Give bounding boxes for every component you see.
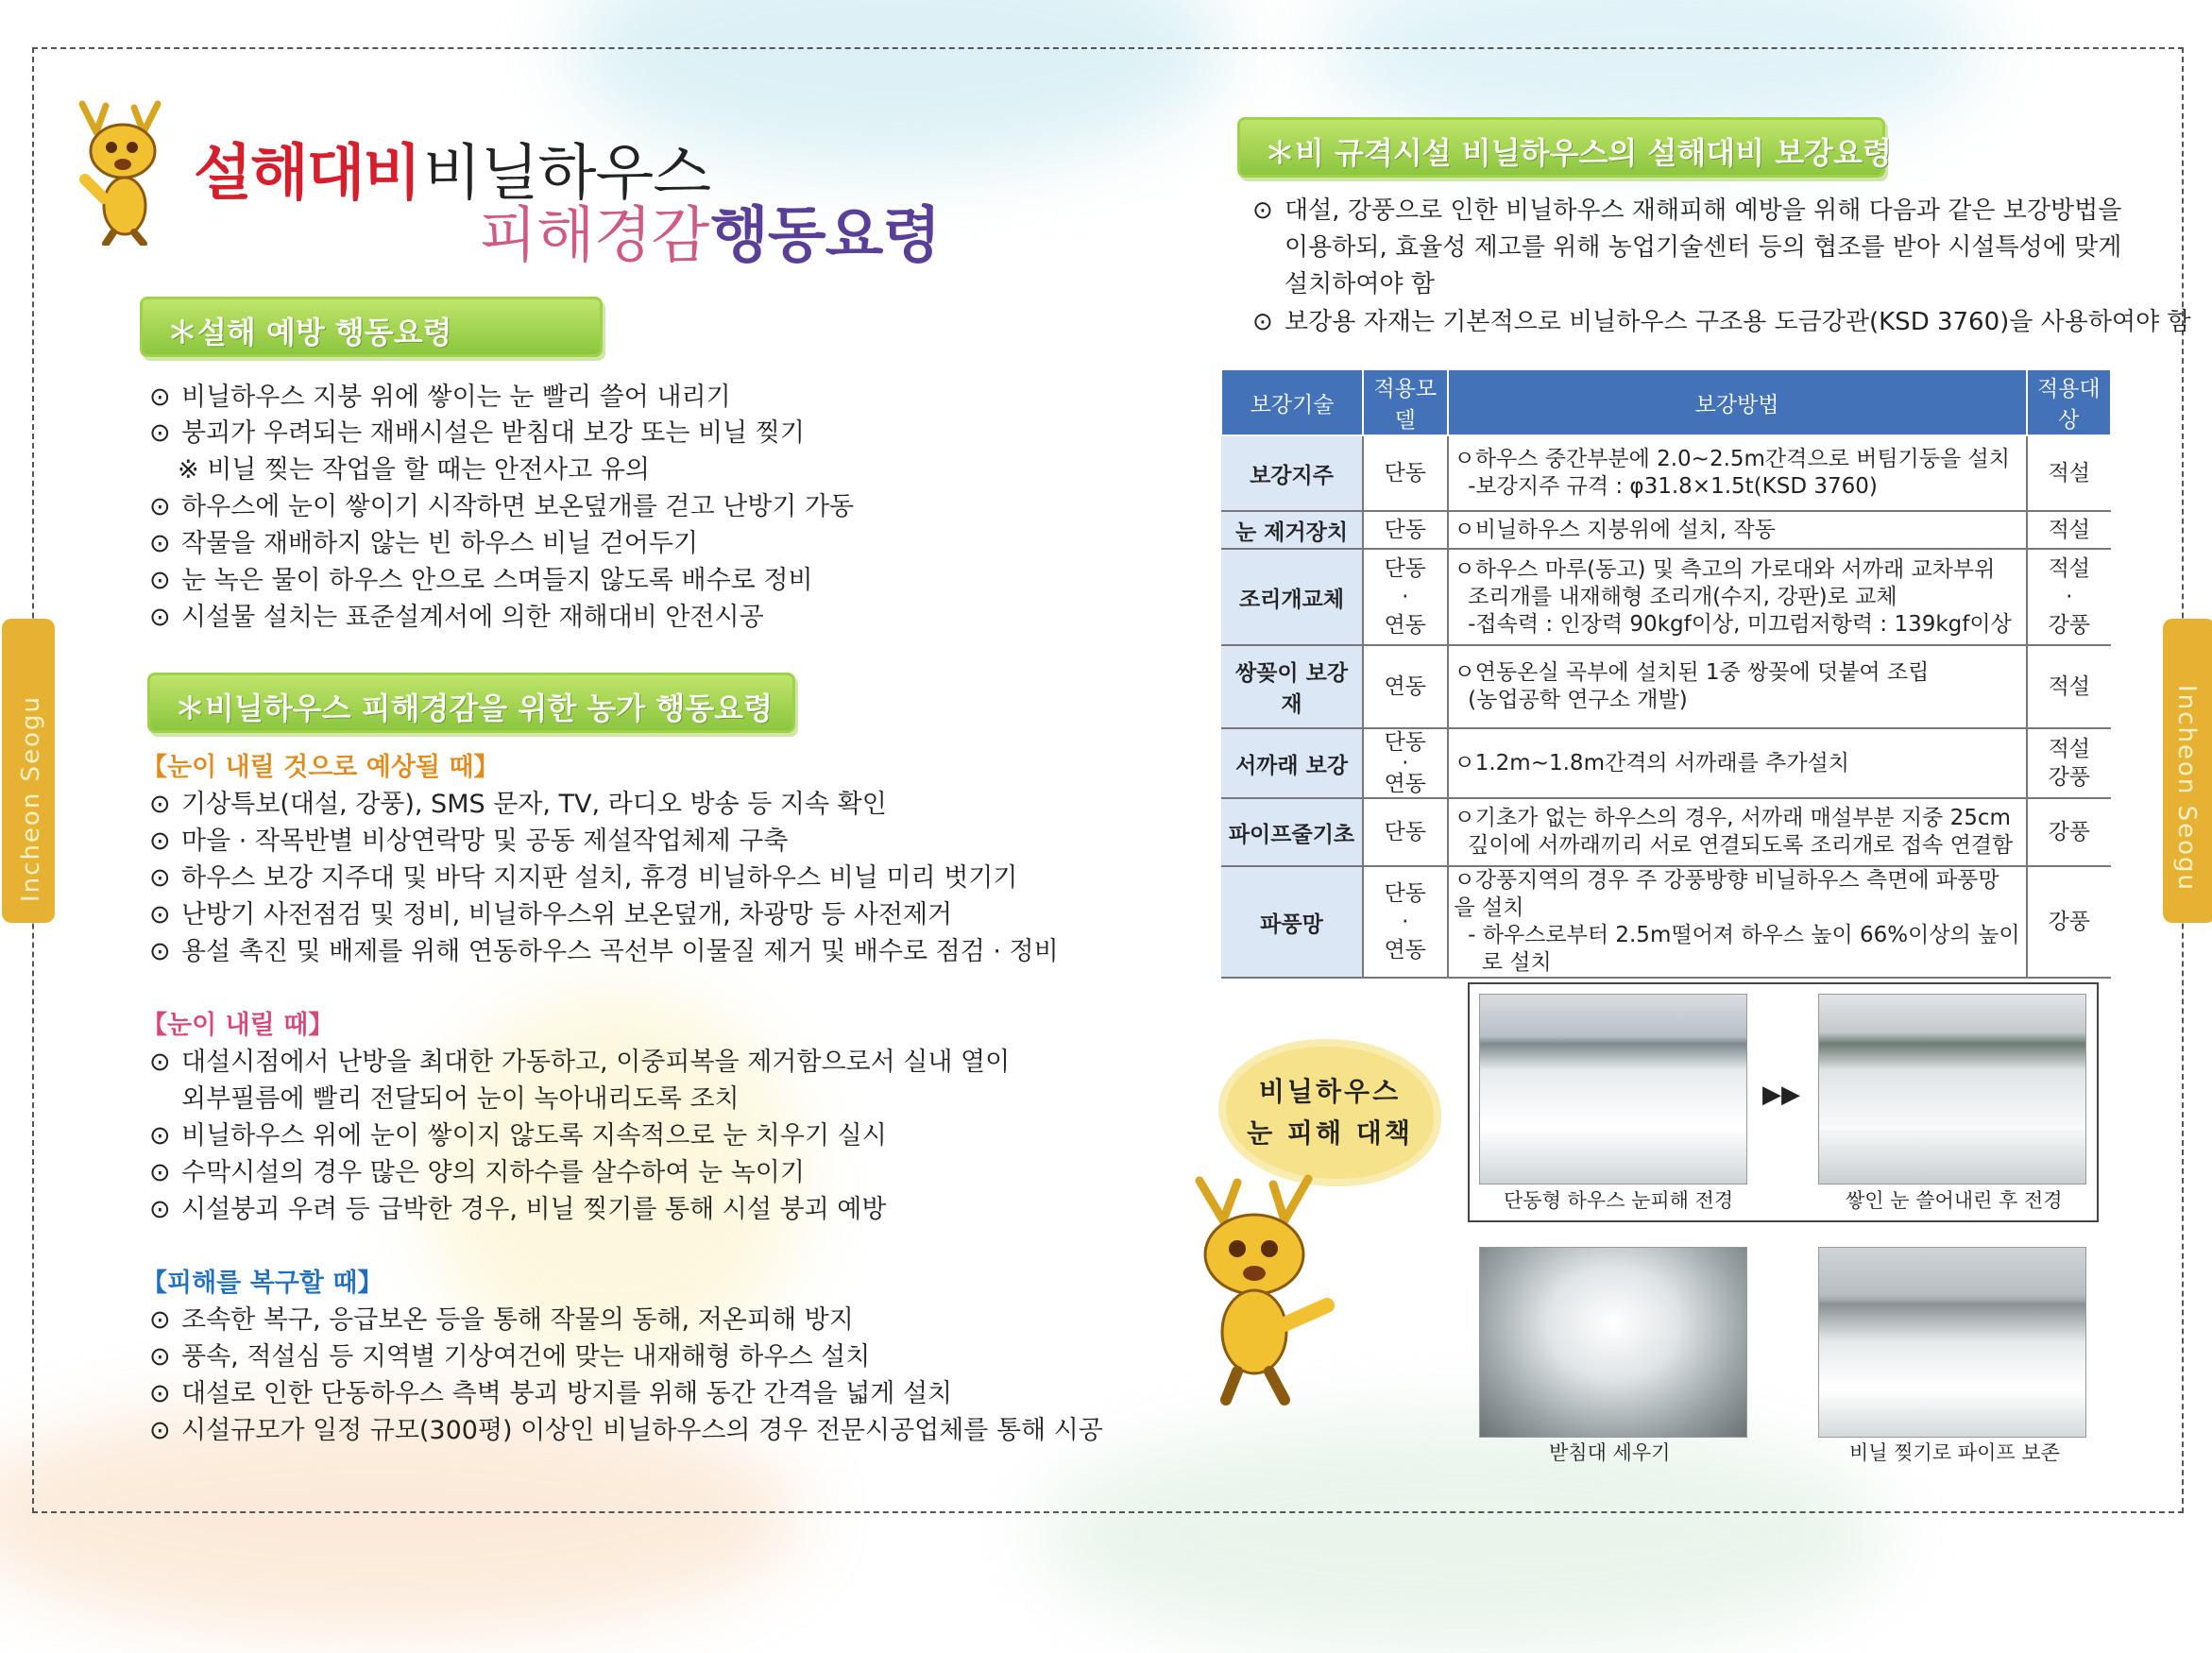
table-cell-model: 단동 · 연동 (1363, 728, 1448, 798)
side-tab-label: Incheon Seogu (17, 695, 45, 902)
table-row (1221, 511, 2111, 549)
table-cell-model: 연동 (1363, 645, 1448, 728)
table-row (1221, 549, 2111, 645)
table-cell-target: 적설 (2027, 435, 2111, 511)
side-tab-label: Incheon Seogu (2172, 685, 2201, 892)
table-header-row (1221, 369, 2111, 435)
bubble-line: 눈 피해 대책 (1247, 1117, 1413, 1149)
photo-support-install (1479, 1247, 1747, 1438)
subsection-heading: 【눈이 내릴 것으로 예상될 때】 (142, 753, 500, 782)
list-item: ⊙ 대설시점에서 난방을 최대한 가동하고, 이중피복을 제거함으로서 실내 열이 (149, 1048, 1011, 1077)
list-item: ⊙ 대설로 인한 단동하우스 측벽 붕괴 방지를 위해 동간 간격을 넓게 설치 (149, 1379, 953, 1408)
intro-line: 이용하되, 효율성 제고를 위해 농업기술센터 등의 협조를 받아 시설특성에 맞게 (1285, 233, 2122, 262)
title-part-2: 비닐하우스 (423, 139, 711, 209)
list-item: ⊙ 용설 촉진 및 배제를 위해 연동하우스 곡선부 이물질 제거 및 배수로 점검 · 정비 (149, 937, 1059, 966)
list-item: ⊙ 작물을 재배하지 않는 빈 하우스 비닐 걷어두기 (149, 529, 699, 558)
table-cell-method: ㅇ기초가 없는 하우스의 경우, 서까래 매설부분 지중 25cm 깊이에 서까래끼리 서로 연결되도록 조리개로 접속 연결함 (1448, 798, 2027, 866)
list-item: ⊙ 수막시설의 경우 많은 양의 지하수를 살수하여 눈 녹이기 (149, 1158, 805, 1187)
list-item: ⊙ 붕괴가 우려되는 재배시설은 받침대 보강 또는 비닐 찢기 (149, 418, 805, 448)
subsection-heading: 【눈이 내릴 때】 (142, 1011, 334, 1040)
bullet-icon: ⊙ (149, 1121, 171, 1150)
list-item: ⊙ 난방기 사전점검 및 정비, 비닐하우스위 보온덮개, 차광망 등 사전제거 (149, 900, 953, 929)
side-tab-right (2163, 619, 2212, 923)
bubble-line: 비닐하우스 (1258, 1076, 1402, 1107)
bullet-icon: ⊙ (149, 418, 171, 448)
table-cell-target: 강풍 (2027, 798, 2111, 866)
list-item: ⊙ 시설붕괴 우려 등 급박한 경우, 비닐 찢기를 통해 시설 붕괴 예방 (149, 1195, 887, 1224)
arrow-icon: ▶▶ (1762, 1081, 1800, 1109)
photo-caption: 단동형 하우스 눈피해 전경 (1504, 1189, 1734, 1212)
table-cell-tech: 쌍꽂이 보강재 (1221, 645, 1363, 728)
bullet-icon: ⊙ (149, 1305, 171, 1335)
deer-mascot-icon (1171, 1164, 1341, 1409)
table-cell-target: 적설 (2027, 645, 2111, 728)
list-item: ⊙ 하우스에 눈이 쌓이기 시작하면 보온덮개를 걷고 난방기 가동 (149, 492, 855, 521)
list-item-continued: 외부필름에 빨리 전달되어 눈이 녹아내리도록 조치 (181, 1084, 740, 1114)
section-header-farmer-actions (147, 673, 795, 733)
table-cell-method: ㅇ비닐하우스 지붕위에 설치, 작동 (1448, 511, 2027, 549)
section-header-label: ＊비 규격시설 비닐하우스의 설해대비 보강요령 (1265, 135, 1892, 171)
table-cell-method: ㅇ하우스 중간부분에 2.0~2.5m간격으로 버팀기둥을 설치 -보강지주 규격 : φ31.8×1.5t(KSD 3760) (1448, 435, 2027, 511)
table-cell-method: ㅇ하우스 마루(동고) 및 측고의 가로대와 서까래 교차부위 조리개를 내재해형 조리개(수지, 강판)로 교체 -접속력 : 인장력 90kgf이상, 미끄럼저항력 : 139kgf이상 (1448, 549, 2027, 645)
list-item: ⊙ 하우스 보강 지주대 및 바닥 지지판 설치, 휴경 비닐하우스 비닐 미리 벗기기 (149, 863, 1018, 893)
table-row (1221, 435, 2111, 511)
bullet-icon: ⊙ (149, 1158, 171, 1187)
table-cell-target: 적설 (2027, 511, 2111, 549)
photo-vinyl-cut (1818, 1247, 2086, 1438)
table-row (1221, 728, 2111, 798)
table-cell-target: 강풍 (2027, 866, 2111, 978)
column-header: 적용대상 (2027, 369, 2111, 435)
bullet-icon: ⊙ (149, 529, 171, 558)
table-cell-tech: 파이프줄기초 (1221, 798, 1363, 866)
bullet-icon: ⊙ (149, 1195, 171, 1224)
reinforcement-table (1220, 368, 2112, 979)
table-row (1221, 866, 2111, 978)
list-item: ⊙ 비닐하우스 지붕 위에 쌓이는 눈 빨리 쓸어 내리기 (149, 383, 731, 412)
section-header-label: ＊비닐하우스 피해경감을 위한 농가 행동요령 (175, 690, 773, 726)
table-cell-model: 단동 (1363, 511, 1448, 549)
list-item: ⊙ 기상특보(대설, 강풍), SMS 문자, TV, 라디오 방송 등 지속 확인 (149, 790, 887, 819)
table-cell-model: 단동 · 연동 (1363, 866, 1448, 978)
bullet-icon: ⊙ (149, 937, 171, 966)
table-row (1221, 798, 2111, 866)
table-cell-model: 단동 · 연동 (1363, 549, 1448, 645)
table-cell-tech: 눈 제거장치 (1221, 511, 1363, 549)
table-cell-model: 단동 (1363, 798, 1448, 866)
bullet-icon: ⊙ (149, 790, 171, 819)
column-header: 보강방법 (1448, 369, 2027, 435)
table-cell-tech: 보강지주 (1221, 435, 1363, 511)
bullet-icon: ⊙ (149, 1342, 171, 1372)
table-cell-method: ㅇ1.2m~1.8m간격의 서까래를 추가설치 (1448, 728, 2027, 798)
list-item: ⊙ 비닐하우스 위에 눈이 쌓이지 않도록 지속적으로 눈 치우기 실시 (149, 1121, 887, 1150)
photo-caption: 비닐 찢기로 파이프 보존 (1849, 1441, 2060, 1464)
column-header: 적용모델 (1363, 369, 1448, 435)
photo-single-span-damage (1479, 994, 1747, 1184)
side-tab-left (2, 619, 55, 923)
photo-caption: 쌓인 눈 쓸어내린 후 전경 (1846, 1189, 2063, 1212)
table-cell-target: 적설 강풍 (2027, 728, 2111, 798)
bullet-icon: ⊙ (149, 1379, 171, 1408)
deer-mascot-icon (68, 94, 181, 246)
table-cell-method: ㅇ연동온실 곡부에 설치된 1중 쌍꽂에 덧붙여 조립 (농업공학 연구소 개발) (1448, 645, 2027, 728)
list-item: ⊙ 조속한 복구, 응급보온 등을 통해 작물의 동해, 저온피해 방지 (149, 1305, 854, 1335)
intro-line: ⊙ 보강용 자재는 기본적으로 비닐하우스 구조용 도금강관(KSD 3760)을 사용하여야 함 (1252, 308, 2191, 336)
list-item: ⊙ 시설규모가 일정 규모(300평) 이상인 비닐하우스의 경우 전문시공업체를 통해 시공 (149, 1416, 1103, 1445)
subsection-heading: 【피해를 복구할 때】 (142, 1269, 383, 1298)
table-cell-target: 적설 · 강풍 (2027, 549, 2111, 645)
bullet-icon: ⊙ (149, 826, 171, 856)
list-item: ⊙ 풍속, 적설심 등 지역별 기상여건에 맞는 내재해형 하우스 설치 (149, 1342, 871, 1372)
bullet-icon: ⊙ (149, 863, 171, 893)
section-header-prevention (140, 297, 603, 357)
title-part-4: 행동요령 (710, 201, 941, 271)
bullet-icon: ⊙ (149, 1416, 171, 1445)
section-header-reinforcement (1237, 117, 1892, 178)
bullet-icon: ⊙ (149, 566, 171, 595)
list-note: ※ 비닐 찢는 작업을 할 때는 안전사고 유의 (178, 455, 651, 485)
list-item: ⊙ 마을 · 작목반별 비상연락망 및 공동 제설작업체제 구축 (149, 826, 789, 856)
bullet-icon: ⊙ (149, 1048, 171, 1077)
bullet-icon: ⊙ (149, 900, 171, 929)
section-header-label: ＊설해 예방 행동요령 (167, 315, 452, 350)
bullet-icon: ⊙ (1252, 308, 1273, 336)
intro-line: 설치하여야 함 (1285, 270, 1435, 298)
column-header: 보강기술 (1221, 369, 1363, 435)
photo-after-snow-removal (1818, 994, 2086, 1184)
list-item: ⊙ 시설물 설치는 표준설계서에 의한 재해대비 안전시공 (149, 603, 764, 632)
table-cell-tech: 서까래 보강 (1221, 728, 1363, 798)
photo-caption: 받침대 세우기 (1549, 1441, 1671, 1464)
table-cell-method: ㅇ강풍지역의 경우 주 강풍방향 비닐하우스 측면에 파풍망을 설치 - 하우스로부터 2.5m떨어져 하우스 높이 66%이상의 높이 로 설치 (1448, 866, 2027, 978)
title-part-3: 피해경감 (479, 201, 709, 271)
bullet-icon: ⊙ (149, 603, 171, 632)
table-row (1221, 645, 2111, 728)
table-cell-model: 단동 (1363, 435, 1448, 511)
table-cell-tech: 조리개교체 (1221, 549, 1363, 645)
bullet-icon: ⊙ (149, 492, 171, 521)
list-item: ⊙ 눈 녹은 물이 하우스 안으로 스며들지 않도록 배수로 정비 (149, 566, 813, 595)
bullet-icon: ⊙ (149, 383, 171, 412)
title-part-1: 설해대비 (194, 139, 420, 209)
table-cell-tech: 파풍망 (1221, 866, 1363, 978)
intro-line: ⊙ 대설, 강풍으로 인한 비닐하우스 재해피해 예방을 위해 다음과 같은 보강방법을 (1252, 196, 2122, 225)
bullet-icon: ⊙ (1252, 196, 1273, 225)
